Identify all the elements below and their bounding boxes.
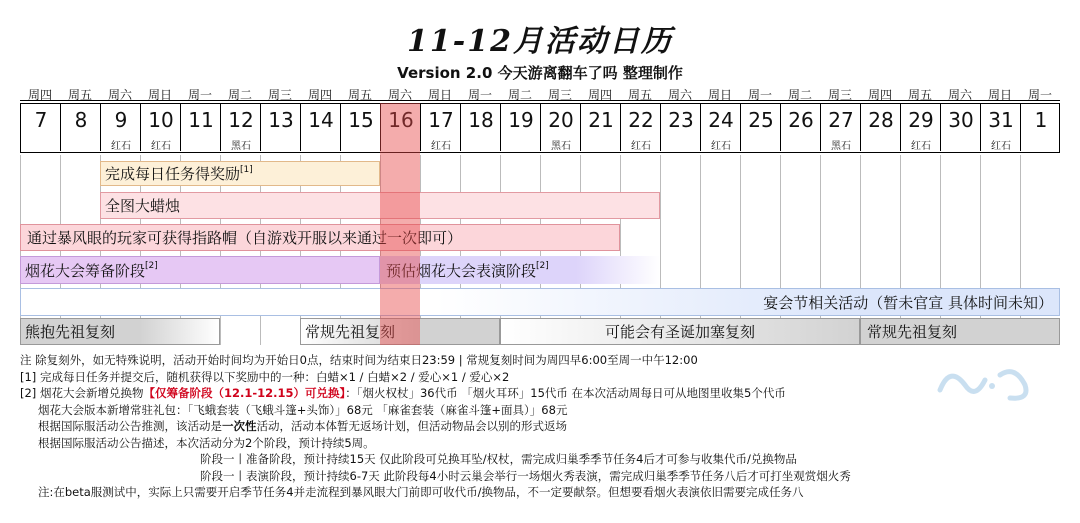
event-daily-reward — [100, 161, 380, 186]
date-cell — [421, 104, 461, 151]
weekday-label: 周四 — [27, 88, 52, 102]
event-firework-show — [380, 256, 660, 284]
date-number: 17 — [428, 108, 454, 132]
date-number: 21 — [588, 108, 614, 132]
weekday-label: 周二 — [787, 88, 812, 102]
date-number: 13 — [268, 108, 294, 132]
date-number: 12 — [228, 108, 254, 132]
date-number: 8 — [74, 108, 88, 132]
date-cell — [661, 104, 701, 151]
date-stone-note: 红石 — [711, 141, 731, 152]
weekday-label: 周三 — [827, 88, 852, 102]
event-storm-hat — [20, 224, 620, 251]
date-cell — [61, 104, 101, 151]
event-rerun-regular-2 — [860, 318, 1060, 345]
date-number: 1 — [1034, 108, 1048, 132]
event-storm-hat-label: 通过暴风眼的玩家可获得指路帽（自游戏开服以来通过一次即可） — [27, 229, 463, 247]
event-feast — [20, 288, 1060, 316]
date-cell — [21, 104, 61, 151]
weekday-label: 周日 — [707, 88, 732, 102]
date-cell — [581, 104, 621, 151]
weekday-label: 周日 — [427, 88, 452, 102]
weekday-label: 周三 — [547, 88, 572, 102]
event-firework-prep — [20, 256, 380, 284]
weekday-label: 周五 — [627, 88, 652, 102]
note-footnote-2-highlight: 【仅筹备阶段（12.1-12.15）可兑换】 — [143, 386, 346, 400]
weekday-label: 周四 — [587, 88, 612, 102]
footnote-1-marker: [1] — [240, 164, 253, 175]
date-number: 23 — [668, 108, 694, 132]
event-rerun-bear-hug — [20, 318, 220, 345]
weekday-label: 周一 — [747, 88, 772, 102]
date-cell — [181, 104, 221, 151]
event-firework-prep-label: 烟花大会筹备阶段 — [25, 261, 146, 280]
weekday-label: 周二 — [507, 88, 532, 102]
date-number: 27 — [828, 108, 854, 132]
date-stone-note: 黑石 — [551, 141, 571, 152]
note-phase-prep: 阶段一丨准备阶段，预计持续15天 仅此阶段可兑换耳坠/权杖，需完成归巢季季节任务4后才可参与收集代币/兑换物品 — [200, 452, 797, 466]
date-number: 25 — [748, 108, 774, 132]
weekday-label: 周六 — [667, 88, 692, 102]
note-footnote-1: [1] 完成每日任务并提交后，随机获得以下奖励中的一种：白蜡×1 / 白蜡×2 / 爱心×1 / 爱心×2 — [20, 369, 510, 384]
logo-mark — [930, 360, 1040, 410]
date-cell — [701, 104, 741, 151]
note-general: 注 除复刻外，如无特殊说明，活动开始时间均为开始日0点，结束时间为结束日23:59 | 常规复刻时间为周四早6:00至周一中午12:00 — [20, 353, 698, 367]
date-number: 24 — [708, 108, 734, 132]
weekday-label: 周一 — [467, 88, 492, 102]
weekday-label: 周四 — [307, 88, 332, 102]
today-highlight — [380, 103, 420, 345]
weekday-label: 周一 — [187, 88, 212, 102]
date-stone-note: 红石 — [991, 141, 1011, 152]
weekday-label: 周二 — [227, 88, 252, 102]
date-number: 26 — [788, 108, 814, 132]
date-cell — [341, 104, 381, 151]
date-cell — [821, 104, 861, 151]
note-footnote-2-lead: [2] 烟花大会新增兑换物 — [20, 386, 144, 400]
date-cell — [781, 104, 821, 151]
date-number: 11 — [188, 108, 214, 132]
date-cell — [301, 104, 341, 151]
weekday-label: 周日 — [147, 88, 172, 102]
event-feast-label: 宴会节相关活动（暂未官宣 具体时间未知） — [763, 293, 1053, 312]
date-number: 22 — [628, 108, 654, 132]
footnote-2-marker: [2] — [145, 261, 158, 271]
event-rerun-christmas-label: 可能会有圣诞加塞复刻 — [604, 323, 755, 341]
grid-column-line — [860, 155, 861, 345]
note-gift-pack: 烟花大会版本新增常驻礼包：「飞蛾套装（飞蛾斗篷+头饰）」68元 「麻雀套装（麻雀斗篷+面具）」68元 — [38, 402, 568, 417]
grid-column-line — [1020, 155, 1021, 345]
note-one-time — [20, 418, 1060, 435]
grid-column-line — [700, 155, 701, 345]
weekday-label: 周五 — [907, 88, 932, 102]
date-stone-note: 黑石 — [231, 141, 251, 152]
date-cell — [901, 104, 941, 151]
date-cell — [941, 104, 981, 151]
grid-column-line — [740, 155, 741, 345]
date-number: 9 — [114, 108, 128, 132]
date-cell — [741, 104, 781, 151]
date-number: 18 — [468, 108, 494, 132]
date-stone-note: 红石 — [151, 141, 171, 152]
event-rerun-regular-1-label: 常规先祖复刻 — [305, 323, 396, 341]
page-title: 11-12月活动日历 — [407, 24, 673, 59]
grid-column-line — [980, 155, 981, 345]
note-phases: 根据国际服活动公告描述，本次活动分为2个阶段，预计持续5周。 — [38, 435, 375, 450]
grid-column-line — [940, 155, 941, 345]
weekday-label: 周三 — [267, 88, 292, 102]
notes-section — [20, 352, 1060, 501]
date-number: 14 — [308, 108, 334, 132]
grid-column-line — [900, 155, 901, 345]
weekday-label: 周一 — [1027, 88, 1052, 102]
event-rerun-bear-hug-label: 熊抱先祖复刻 — [25, 323, 116, 341]
grid-column-line — [620, 155, 621, 345]
weekday-label: 周六 — [947, 88, 972, 102]
date-cell — [621, 104, 661, 151]
date-number: 20 — [548, 108, 574, 132]
date-number: 30 — [948, 108, 974, 132]
date-number: 7 — [34, 108, 48, 132]
date-stone-note: 红石 — [111, 141, 131, 152]
date-stone-note: 黑石 — [831, 141, 851, 152]
date-cell — [141, 104, 181, 151]
date-cell — [501, 104, 541, 151]
event-rerun-regular-2-label: 常规先祖复刻 — [867, 323, 958, 341]
weekday-divider — [20, 100, 1060, 101]
note-footnote-2-tail: ：「烟火权杖」36代币 「烟火耳环」15代币 在本次活动周每日可从地图里收集5个代币 — [345, 386, 786, 400]
event-big-candle-label: 全图大蜡烛 — [105, 197, 181, 215]
date-cell — [541, 104, 581, 151]
date-number: 31 — [988, 108, 1014, 132]
event-rerun-christmas — [500, 318, 860, 345]
grid-column-line — [780, 155, 781, 345]
weekday-label: 周五 — [347, 88, 372, 102]
event-grid — [20, 155, 1060, 345]
weekday-label: 周五 — [67, 88, 92, 102]
logo — [930, 360, 1040, 419]
date-cell — [461, 104, 501, 151]
date-number: 19 — [508, 108, 534, 132]
note-one-time-tail: 活动，活动本体暂无返场计划，但活动物品会以别的形式返场 — [256, 419, 567, 433]
date-number: 15 — [348, 108, 374, 132]
date-stone-note: 红石 — [631, 141, 651, 152]
note-one-time-emphasis: 一次性 — [222, 419, 257, 433]
event-firework-show-label: 预估烟花大会表演阶段 — [386, 261, 537, 280]
note-one-time-lead: 根据国际服活动公告推测，该活动是 — [38, 419, 222, 433]
note-phase-show: 阶段一丨表演阶段，预计持续6-7天 此阶段每4小时云巢会举行一场烟火秀表演，需完成归巢季季节任务八后才可打坐观赏烟火秀 — [200, 468, 851, 483]
date-stone-note: 红石 — [911, 141, 931, 152]
date-cell — [861, 104, 901, 151]
footnote-2-marker-b: [2] — [536, 261, 549, 271]
date-number: 16 — [388, 108, 414, 132]
date-number: 28 — [868, 108, 894, 132]
weekday-label: 周六 — [107, 88, 132, 102]
date-row — [20, 103, 1060, 153]
weekday-label: 周日 — [987, 88, 1012, 102]
weekday-label: 周六 — [387, 88, 412, 102]
date-cell — [981, 104, 1021, 151]
date-cell — [1021, 104, 1061, 151]
date-stone-note: 红石 — [431, 141, 451, 152]
note-footnote-2 — [20, 385, 1060, 402]
grid-column-line — [660, 155, 661, 345]
date-cell — [261, 104, 301, 151]
date-cell — [221, 104, 261, 151]
page-subtitle: Version 2.0 今天游离翻车了吗 整理制作 — [397, 64, 683, 82]
date-number: 10 — [148, 108, 174, 132]
event-daily-reward-label: 完成每日任务得奖励 — [105, 165, 241, 183]
weekday-label: 周四 — [867, 88, 892, 102]
date-cell — [101, 104, 141, 151]
note-beta: 注:在beta服测试中，实际上只需要开启季节任务4并走流程到暴风眼大门前即可收代币/换物品，不一定要献祭。但想要看烟火表演依旧需要完成任务八 — [38, 485, 804, 499]
grid-column-line — [820, 155, 821, 345]
date-number: 29 — [908, 108, 934, 132]
